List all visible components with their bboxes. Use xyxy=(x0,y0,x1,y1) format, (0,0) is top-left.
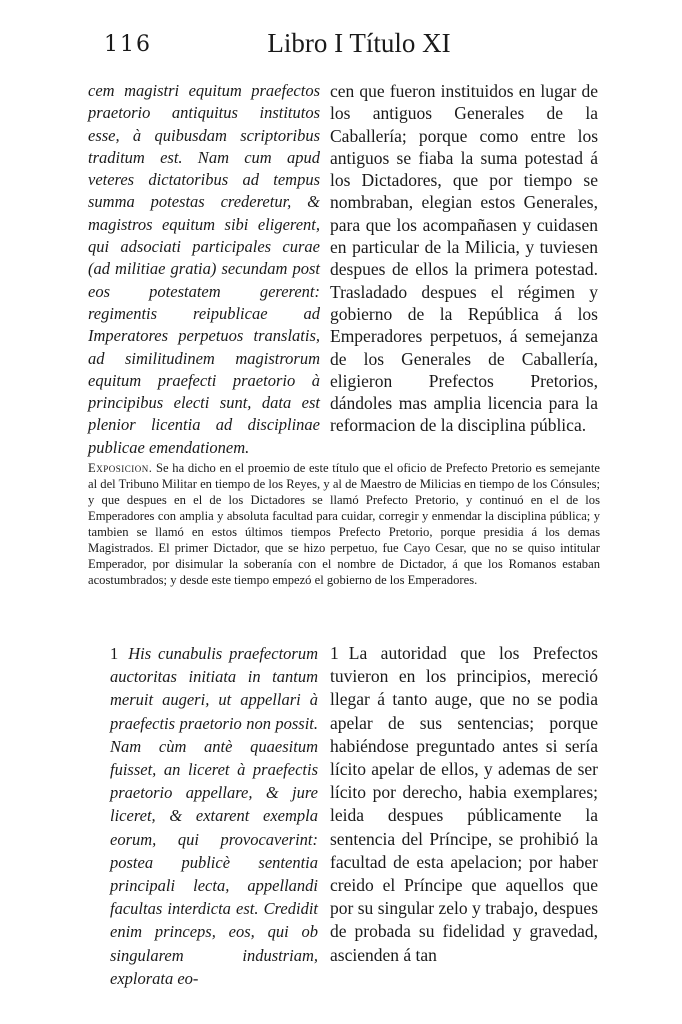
exposicion-text: Se ha dicho en el proemio de este título que el oficio de Prefecto Pretorio es semejante al del Tribuno Militar en tiempo de los Reyes, y al de Maestro de Milicias en tiempo de los Cónsules; y que despues en el de los Dictadores se llamó Prefecto Pretorio, y continuó en el de los Emperadores con amplia y absoluta facultad para cuidar, corregir y enmendar la disciplina pública; y tambien se llamó en estos últimos tiempos Prefecto Pretorio, porque presidia á los demas Magistrados. El primer Dictador, que se hizo perpetuo, fue Cayo Cesar, que no se quiso intitular Emperador, por disimular la soberanía con el nombre de Dictador, á que los Romanos estaban acostumbrados; y desde este tiempo empezó el gobierno de los Emperadores. xyxy=(88,461,600,587)
running-head: Libro I Título XI xyxy=(267,28,451,58)
spanish-paragraph-text: La autoridad que los Prefectos tuvieron en los principios, mereció llegar á tanto auge, que no se podia apelar de sus sentencias; porque habiéndose preguntado antes si sería lícito apelar de ellos, y ademas de ser lícito por derecho, habia exemplares; leida despues públicamente la sentencia del Príncipe, se prohibió la facultad de esta apelacion; por haber creido el Príncipe que aquellos que por su singular zelo y trabajo, despues de probada su fidelidad y gravedad, ascienden á tan xyxy=(330,643,598,965)
spanish-column-top: cen que fueron instituidos en lugar de los antiguos Generales de la Caballería; porque como entre los antiguos se fiaba la suma potestad á los Dictadores, que por tiempo se nombraban, elegian estos Generales, para que los acompañasen y cuidasen en particular de la Milicia, y tuviesen despues de ellos la primera potestad. Trasladado despues el régimen y gobierno de la República á los Emperadores perpetuos, á semejanza de los Generales de Caballería, eligieron Prefectos Pretorios, dándoles mas amplia licencia para la reformacion de la disciplina pública. xyxy=(330,81,598,436)
latin-paragraph-number: 1 xyxy=(110,644,119,663)
page-header xyxy=(104,22,614,62)
page-number: 116 xyxy=(104,32,152,57)
spanish-paragraph-1 xyxy=(330,642,598,967)
latin-paragraph-text: His cunabulis praefectorum auctoritas initiata in tantum meruit augeri, ut appellari à praefectis praetorio non possit. Nam cùm antè quaesitum fuisset, an liceret à praefectis praetorio appellare, & jure liceret, & extarent exempla eorum, qui provocaverint: postea publicè sententia principali lecta, appellandi facultas interdicta est. Credidit enim princeps, eos, qui ob singularem industriam, explorata eo- xyxy=(110,644,318,988)
exposicion-label: Exposicion. xyxy=(88,461,153,475)
latin-column-top: cem magistri equitum praefectos praetorio antiquitus institutos esse, à quibusdam scriptoribus traditum est. Nam cum apud veteres dictatoribus ad tempus summa potestas crederetur, & magistros equitum sibi eligerent, qui adsociati participales curae (ad militiae gratia) secundam post eos potestatem gererent: regimentis reipublicae ad Imperatores perpetuos translatis, ad similitudinem magistrorum equitum praefecti praetorio à principibus electi sunt, data est plenior licentia ad disciplinae publicae emendationem. xyxy=(88,81,320,457)
exposicion-note xyxy=(88,460,600,588)
latin-paragraph-1 xyxy=(110,642,318,990)
spanish-paragraph-number: 1 xyxy=(330,643,339,663)
